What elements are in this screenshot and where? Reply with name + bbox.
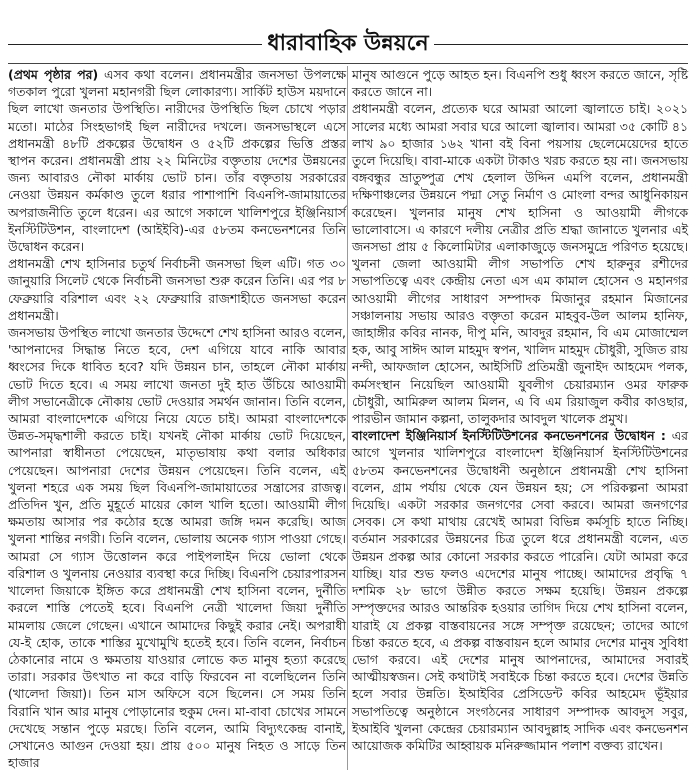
right-column [352, 66, 688, 754]
left-paragraph-3: জনসভায় উপস্থিত লাখো জনতার উদ্দেশে শেখ হাসিনা আরও বলেন, 'আপনাদের সিদ্ধান্ত নিতে হবে, দেশ এগিয়ে যাবে নাকি আবার ধ্বংসের দিকে ধাবিত হবে? যদি উন্নয়ন চান, তাহলে নৌকা মার্কায় ভোট দিতে হবে। এ সময় লাখো জনতা দুই হাত উঁচিয়ে আওয়ামী লীগ সভানেত্রীকে নৌকায় ভোট দেওয়ার সমর্থন জানান। তিনি বলেন, আমরা বাংলাদেশকে এগিয়ে নিয়ে যেতে চাই। আমরা বাংলাদেশকে উন্নত-সমৃদ্ধশালী করতে চাই। যখনই নৌকা মার্কায় ভোট দিয়েছেন, আপনারা স্বাধীনতা পেয়েছেন, মাতৃভাষায় কথা বলার অধিকার পেয়েছেন। আপনারা দেশের উন্নয়ন পেয়েছেন। তিনি বলেন, এই খুলনা শহরে এক সময় ছিল বিএনপি-জামায়াতের সন্ত্রাসের রাজত্ব। প্রতিদিন খুন, প্রতি মুহূর্তে মায়ের কোল খালি হতো। আওয়ামী লীগ ক্ষমতায় আসার পর কঠোর হস্তে আমরা জঙ্গি দমন করেছি। আজ খুলনা শান্তির নগরী। তিনি বলেন, ভোলায় অনেক গ্যাস পাওয়া গেছে। আমরা সে গ্যাস উত্তোলন করে পাইপলাইন দিয়ে ভোলা থেকে বরিশাল ও খুলনায় নেওয়ার ব্যবস্থা করে দিচ্ছি। বিএনপি চেয়ারপারসন খালেদা জিয়াকে ইঙ্গিত করে প্রধানমন্ত্রী শেখ হাসিনা বলেন, দুর্নীতি করলে শাস্তি পেতেই হবে। বিএনপি নেত্রী খালেদা জিয়া দুর্নীতি মামলায় জেলে গেছেন। এখানে আমাদের কিছুই করার নেই। অপরাধী যে-ই হোক, তাকে শাস্তির মুখোমুখি হতেই হবে। তিনি বলেন, নির্বাচন ঠেকানোর নামে ও ক্ষমতায় যাওয়ার লোভে কত মানুষ হত্যা করেছে তারা। সরকার উৎখাত না করে বাড়ি ফিরবেন না বলেছিলেন তিনি (খালেদা জিয়া)। তিন মাস অফিসে বসে ছিলেন। সে সময় তিনি বিরানি খান আর মানুষ পোড়ানোর হুকুম দেন। মা-বাবা চোখের সামনে দেখেছে সন্তান পুড়ে মরছে। তিনি বলেন, আমি বিদ্যুৎকেন্দ্র বানাই, সেখানেও আগুন দেওয়া হয়। প্রায় ৫০০ মানুষ নিহত ও সাড়ে তিন হাজার [8, 325, 346, 771]
left-paragraph-1 [8, 66, 346, 255]
left-paragraph-2: প্রধানমন্ত্রী শেখ হাসিনার চতুর্থ নির্বাচনী জনসভা ছিল এটি। গত ৩০ জানুয়ারি সিলেট থেকে নির্বাচনী জনসভা শুরু করেন তিনি। এর পর ৮ ফেব্রুয়ারি বরিশাল এবং ২২ ফেব্রুয়ারি রাজশাহীতে জনসভা করেন প্রধানমন্ত্রী। [8, 256, 346, 323]
left-paragraph-1-text: এসব কথা বলেন। প্রধানমন্ত্রীর জনসভা উপলক্ষে গতকাল পুরো খুলনা মহানগরী ছিল লোকারণ্য। সার্কিট হাউস ময়দানে ছিল লাখো জনতার উপস্থিতি। নারীদের উপস্থিতি ছিল চোখে পড়ার মতো। মাঠের সিংহভাগই ছিল নারীদের দখলে। জনসভাস্থলে এসে প্রধানমন্ত্রী ৪৮টি প্রকল্পের উদ্বোধন ও ৫২টি প্রকল্পের ভিত্তি প্রস্তর স্থাপন করেন। প্রধানমন্ত্রী প্রায় ২২ মিনিটের বক্তৃতায় দেশের উন্নয়নের জন্য আবারও নৌকা মার্কায় ভোট চান। তাঁর বক্তৃতায় সরকারের নেওয়া উন্নয়ন কর্মকাণ্ড তুলে ধরার পাশাপাশি বিএনপি-জামায়াতের অপরাজনীতি তুলে ধরেন। এর আগে সকালে খালিশপুরে ইঞ্জিনিয়ার্স ইনস্টিটিউশন, বাংলাদেশ (আইইবি)-এর ৫৮তম কনভেনশনের তিনি উদ্বোধন করেন। [8, 67, 346, 255]
right-paragraph-3-text: এর আগে খুলনার খালিশপুরে বাংলাদেশ ইঞ্জিনিয়ার্স ইনস্টিটিউশনের ৫৮তম কনভেনশনের উদ্বোধনী অনুষ্ঠানে প্রধানমন্ত্রী শেখ হাসিনা বলেন, গ্রাম পর্যায় থেকে যেন উন্নয়ন হয়; সে পরিকল্পনা আমরা দিয়েছি। একটা সরকার জনগণের সেবা করবে। আমরা জনগণের সেবক। সে কথা মাথায় রেখেই আমরা বিভিন্ন কর্মসূচি হাতে নিচ্ছি। বর্তমান সরকারের উন্নয়নের চিত্র তুলে ধরে প্রধানমন্ত্রী বলেন, এত উন্নয়ন প্রকল্প আর কোনো সরকার করতে পারেনি। যেটা আমরা করে যাচ্ছি। যার শুভ ফলও এদেশের মানুষ পাচ্ছে। আমাদের প্রবৃদ্ধি ৭ দশমিক ২৮ ভাগে উন্নীত করতে সক্ষম হয়েছি। উন্নয়ন প্রকল্পে সম্পৃক্তদের আরও আন্তরিক হওয়ার তাগিদ দিয়ে শেখ হাসিনা বলেন, যারাই যে প্রকল্প বাস্তবায়নের সঙ্গে সম্পৃক্ত রয়েছেন; তাদের আগে চিন্তা করতে হবে, এ প্রকল্প বাস্তবায়ন হলে আমার দেশের মানুষ সুবিধা ভোগ করবে। এই দেশের মানুষ আপনাদের, আমাদের সবারই আত্মীয়স্বজন। সেই কথাটাই সবাইকে চিন্তা করতে হবে। দেশের উন্নতি হলে সবার উন্নতি। ইআইবির প্রেসিডেন্ট কবির আহমেদ ভূঁইয়ার সভাপতিত্বে অনুষ্ঠানে সংগঠনের সাধারণ সম্পাদক আবদুস সবুর, ইআইবি খুলনা কেন্দ্রের চেয়ারম্যান আবদুল্লাহ সাদিক এবং কনভেনশন আয়োজক কমিটির আহ্বায়ক মনিরুজ্জামান পলাশ বক্তব্য রাখেন। [352, 428, 688, 753]
headline: ধারাবাহিক উন্নয়নে [267, 31, 429, 56]
continued-from-label: (প্রথম পৃষ্ঠার পর) [8, 67, 99, 82]
right-paragraph-2: প্রধানমন্ত্রী বলেন, প্রত্যেক ঘরে আমরা আলো জ্বালাতে চাই। ২০২১ সালের মধ্যে আমরা সবার ঘরে আলো জ্বালাব। আমরা ৩৫ কোটি ৪১ লাখ ৯০ হাজার ১৬২ খানা বই বিনা পয়সায় ছেলেমেয়েদের হাতে তুলে দিয়েছি। বাবা-মাকে একটা টাকাও খরচ করতে হয় না। জনসভায় বঙ্গবন্ধুর ভ্রাতুষ্পুত্র শেখ হেলাল উদ্দিন এমপি বলেন, প্রধানমন্ত্রী দক্ষিণাঞ্চলের উন্নয়নে পদ্মা সেতু নির্মাণ ও মোংলা বন্দর আধুনিকায়ন করেছেন। খুলনার মানুষ শেখ হাসিনা ও আওয়ামী লীগকে ভালোবাসে। এ কারণে দলীয় নেত্রীর প্রতি শ্রদ্ধা জানাতে খুলনার এই জনসভা প্রায় ৫ কিলোমিটার এলাকাজুড়ে জনসমুদ্রে পরিণত হয়েছে। খুলনা জেলা আওয়ামী লীগ সভাপতি শেখ হারুনুর রশীদের সভাপতিত্বে এবং কেন্দ্রীয় নেতা এস এম কামাল হোসেন ও মহানগর আওয়ামী লীগের সাধারণ সম্পাদক মিজানুর রহমান মিজানের সঞ্চালনায় সভায় আরও বক্তৃতা করেন মাহবুব-উল আলম হানিফ, জাহাঙ্গীর কবির নানক, দীপু মনি, আবদুর রহমান, বি এম মোজাম্মেল হক, আবু সাঈদ আল মাহমুদ স্বপন, খালিদ মাহমুদ চৌধুরী, সুজিত রায় নন্দী, আফজাল হোসেন, আইসিটি প্রতিমন্ত্রী জুনাইদ আহমেদ পলক, কর্মসংস্থান নিয়েছিল আওয়ামী যুবলীগ চেয়ারম্যান ওমর ফারুক চৌধুরী, আমিরুল আলম মিলন, এ বি এম রিয়াজুল কবীর কাওছার, পারভীন জামান কল্পনা, তালুকদার আবদুল খালেক প্রমুখ। [352, 101, 688, 427]
right-paragraph-3 [352, 427, 688, 754]
left-column [8, 66, 346, 771]
section-subhead: বাংলাদেশ ইঞ্জিনিয়ার্স ইনস্টিটিউশনের কনভেনশনের উদ্বোধন : [352, 428, 666, 444]
header-bottom-rule [8, 63, 688, 64]
column-divider [347, 66, 348, 770]
right-paragraph-1: মানুষ আগুনে পুড়ে আহত হন। বিএনপি শুধু ধ্বংস করতে জানে, সৃষ্টি করতে জানে না। [352, 67, 688, 100]
